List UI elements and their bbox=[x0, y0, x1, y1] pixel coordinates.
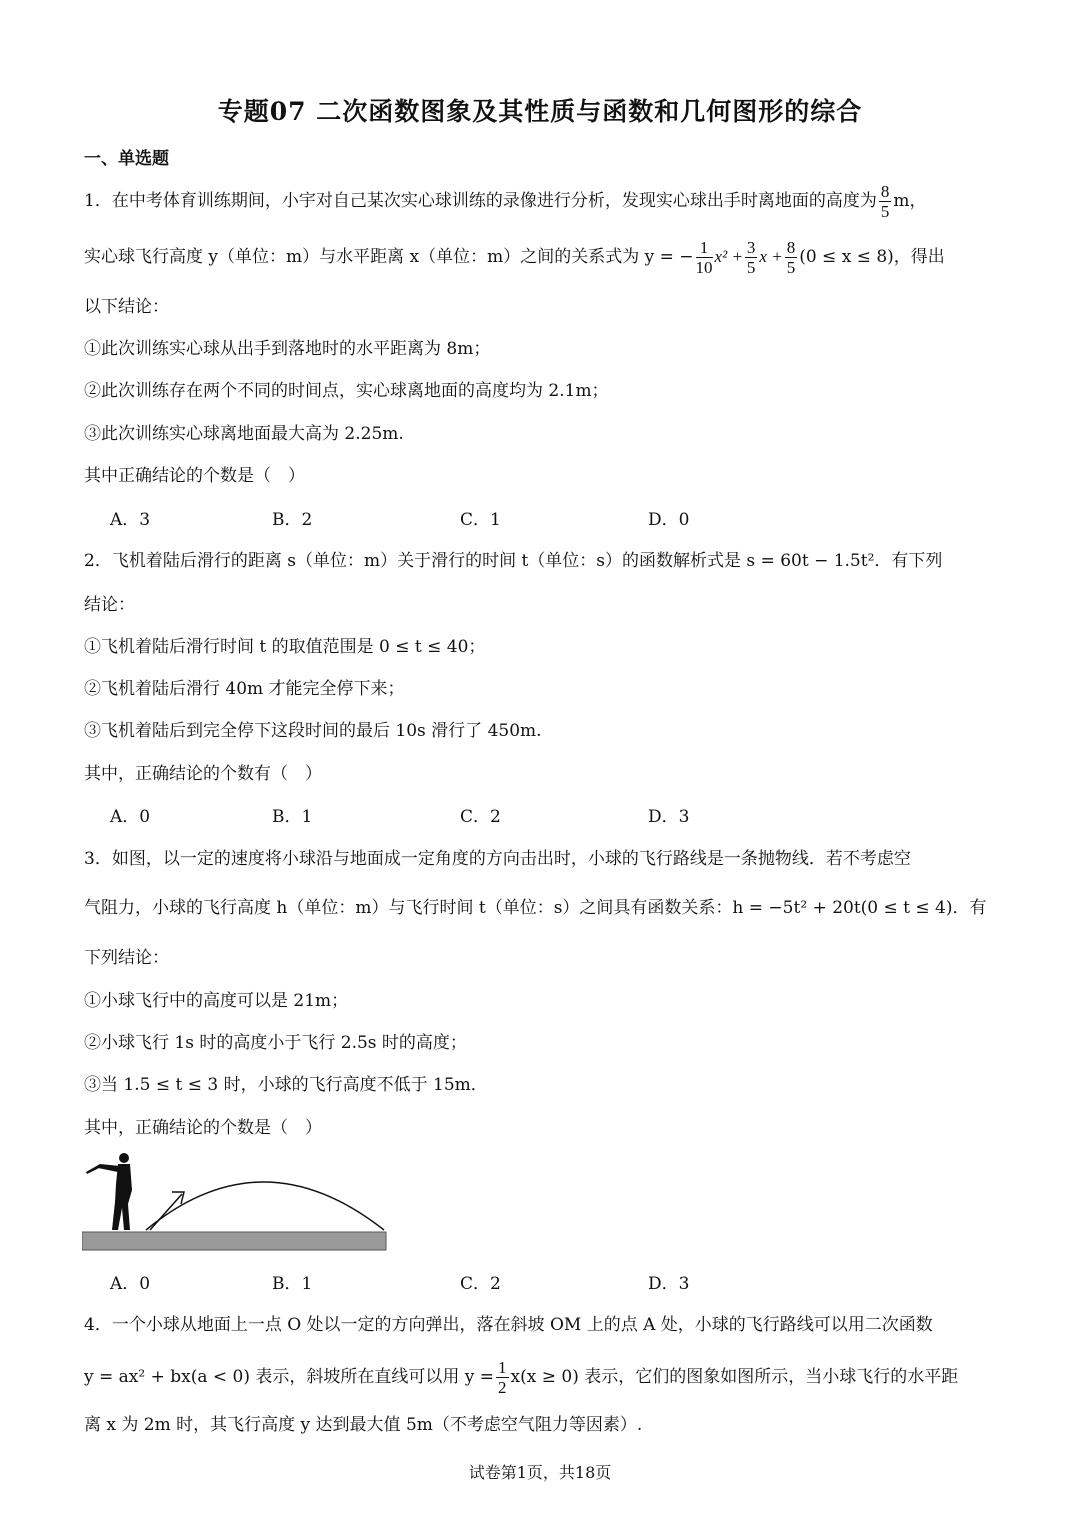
q3-option-b[interactable]: B．1 bbox=[272, 1274, 313, 1294]
q1-option-a[interactable]: A．3 bbox=[110, 510, 151, 530]
ground-strip bbox=[82, 1232, 386, 1250]
q1-line1: 1．在中考体育训练期间，小宇对自己某次实心球训练的录像进行分析，发现实心球出手时离地面的高度为 $\frac{8}{5}$ m， bbox=[84, 182, 927, 221]
q2-option-b[interactable]: B．1 bbox=[272, 807, 313, 827]
q3-question: 其中，正确结论的个数是（ ） bbox=[84, 1118, 322, 1138]
q1-conclusion-3: ③此次训练实心球离地面最大高为 2.25m. bbox=[84, 424, 404, 444]
golfer-trajectory-figure bbox=[82, 1150, 388, 1254]
page-footer: 试卷第1页，共18页 bbox=[468, 1463, 612, 1482]
q1-option-c[interactable]: C．1 bbox=[460, 510, 501, 530]
q2-option-c[interactable]: C．2 bbox=[460, 807, 501, 827]
section-heading: 一、单选题 bbox=[84, 149, 169, 169]
q2-conclusion-2: ②飞机着陆后滑行 40m 才能完全停下来； bbox=[84, 679, 405, 699]
parabola-path bbox=[146, 1182, 384, 1230]
q1-height-fraction: $\frac{8}{5}$ bbox=[880, 182, 890, 221]
q3-option-d[interactable]: D．3 bbox=[648, 1274, 690, 1294]
page-title: 专题07 二次函数图象及其性质与函数和几何图形的综合 bbox=[217, 97, 863, 126]
launch-arrow bbox=[150, 1194, 182, 1230]
golfer-silhouette bbox=[86, 1153, 132, 1230]
q3-conclusion-1: ①小球飞行中的高度可以是 21m； bbox=[84, 991, 349, 1011]
q1-line2: 实心球飞行高度 y（单位：m）与水平距离 x（单位：m）之间的关系式为 y = − $\frac{1}{10}$ x² + $\frac{3}{5}$ x + $\frac{8}{5}$ (0 ≤ x ≤ 8)，得出 bbox=[84, 238, 945, 277]
q4-fraction: $\frac{1}{2}$ bbox=[498, 1358, 507, 1397]
q3-conclusion-3: ③当 1.5 ≤ t ≤ 3 时，小球的飞行高度不低于 15m． bbox=[84, 1075, 488, 1095]
q1-line3: 以下结论： bbox=[84, 297, 169, 317]
q3-option-c[interactable]: C．2 bbox=[460, 1274, 501, 1294]
q3-line2: 气阻力，小球的飞行高度 h（单位：m）与飞行时间 t（单位：s）之间具有函数关系：h = −5t² + 20t(0 ≤ t ≤ 4)．有 bbox=[84, 898, 987, 918]
q3-conclusion-2: ②小球飞行 1s 时的高度小于飞行 2.5s 时的高度； bbox=[84, 1033, 467, 1053]
q3-line1: 3．如图，以一定的速度将小球沿与地面成一定角度的方向击出时，小球的飞行路线是一条抛物线．若不考虑空 bbox=[84, 849, 911, 869]
q2-option-d[interactable]: D．3 bbox=[648, 807, 690, 827]
q1-fraction-3: $\frac{8}{5}$ bbox=[786, 238, 796, 277]
q1-fraction-2: $\frac{3}{5}$ bbox=[746, 238, 756, 277]
q2-question: 其中，正确结论的个数有（ ） bbox=[84, 764, 322, 784]
q2-line2: 结论： bbox=[84, 595, 135, 615]
q1-option-b[interactable]: B．2 bbox=[272, 510, 313, 530]
q3-option-a[interactable]: A．0 bbox=[110, 1274, 151, 1294]
q3-line3: 下列结论： bbox=[84, 948, 169, 968]
q1-conclusion-2: ②此次训练存在两个不同的时间点，实心球离地面的高度均为 2.1m； bbox=[84, 381, 609, 401]
q1-line1-text: 1．在中考体育训练期间，小宇对自己某次实心球训练的录像进行分析，发现实心球出手时离地面的高度为 bbox=[84, 191, 877, 211]
q1-option-d[interactable]: D．0 bbox=[648, 510, 690, 530]
q2-option-a[interactable]: A．0 bbox=[110, 807, 151, 827]
q2-conclusion-3: ③飞机着陆后到完全停下这段时间的最后 10s 滑行了 450m. bbox=[84, 721, 542, 741]
q2-line1: 2．飞机着陆后滑行的距离 s（单位：m）关于滑行的时间 t（单位：s）的函数解析式是 s = 60t − 1.5t²．有下列 bbox=[84, 551, 943, 571]
q2-conclusion-1: ①飞机着陆后滑行时间 t 的取值范围是 0 ≤ t ≤ 40； bbox=[84, 637, 486, 657]
q1-fraction-1: $\frac{1}{10}$ bbox=[695, 238, 713, 277]
q1-conclusion-1: ①此次训练实心球从出手到落地时的水平距离为 8m； bbox=[84, 339, 491, 359]
q4-line1: 4．一个小球从地面上一点 O 处以一定的方向弹出，落在斜坡 OM 上的点 A 处，小球的飞行路线可以用二次函数 bbox=[84, 1315, 933, 1335]
q4-line2: y = ax² + bx(a < 0) 表示，斜坡所在直线可以用 y = $\frac{1}{2}$ x(x ≥ 0) 表示，它们的图象如图所示，当小球飞行的水平距 bbox=[84, 1358, 959, 1397]
q1-question: 其中正确结论的个数是（ ） bbox=[84, 466, 305, 486]
q4-line3: 离 x 为 2m 时，其飞行高度 y 达到最大值 5m（不考虑空气阻力等因素）. bbox=[84, 1415, 643, 1435]
